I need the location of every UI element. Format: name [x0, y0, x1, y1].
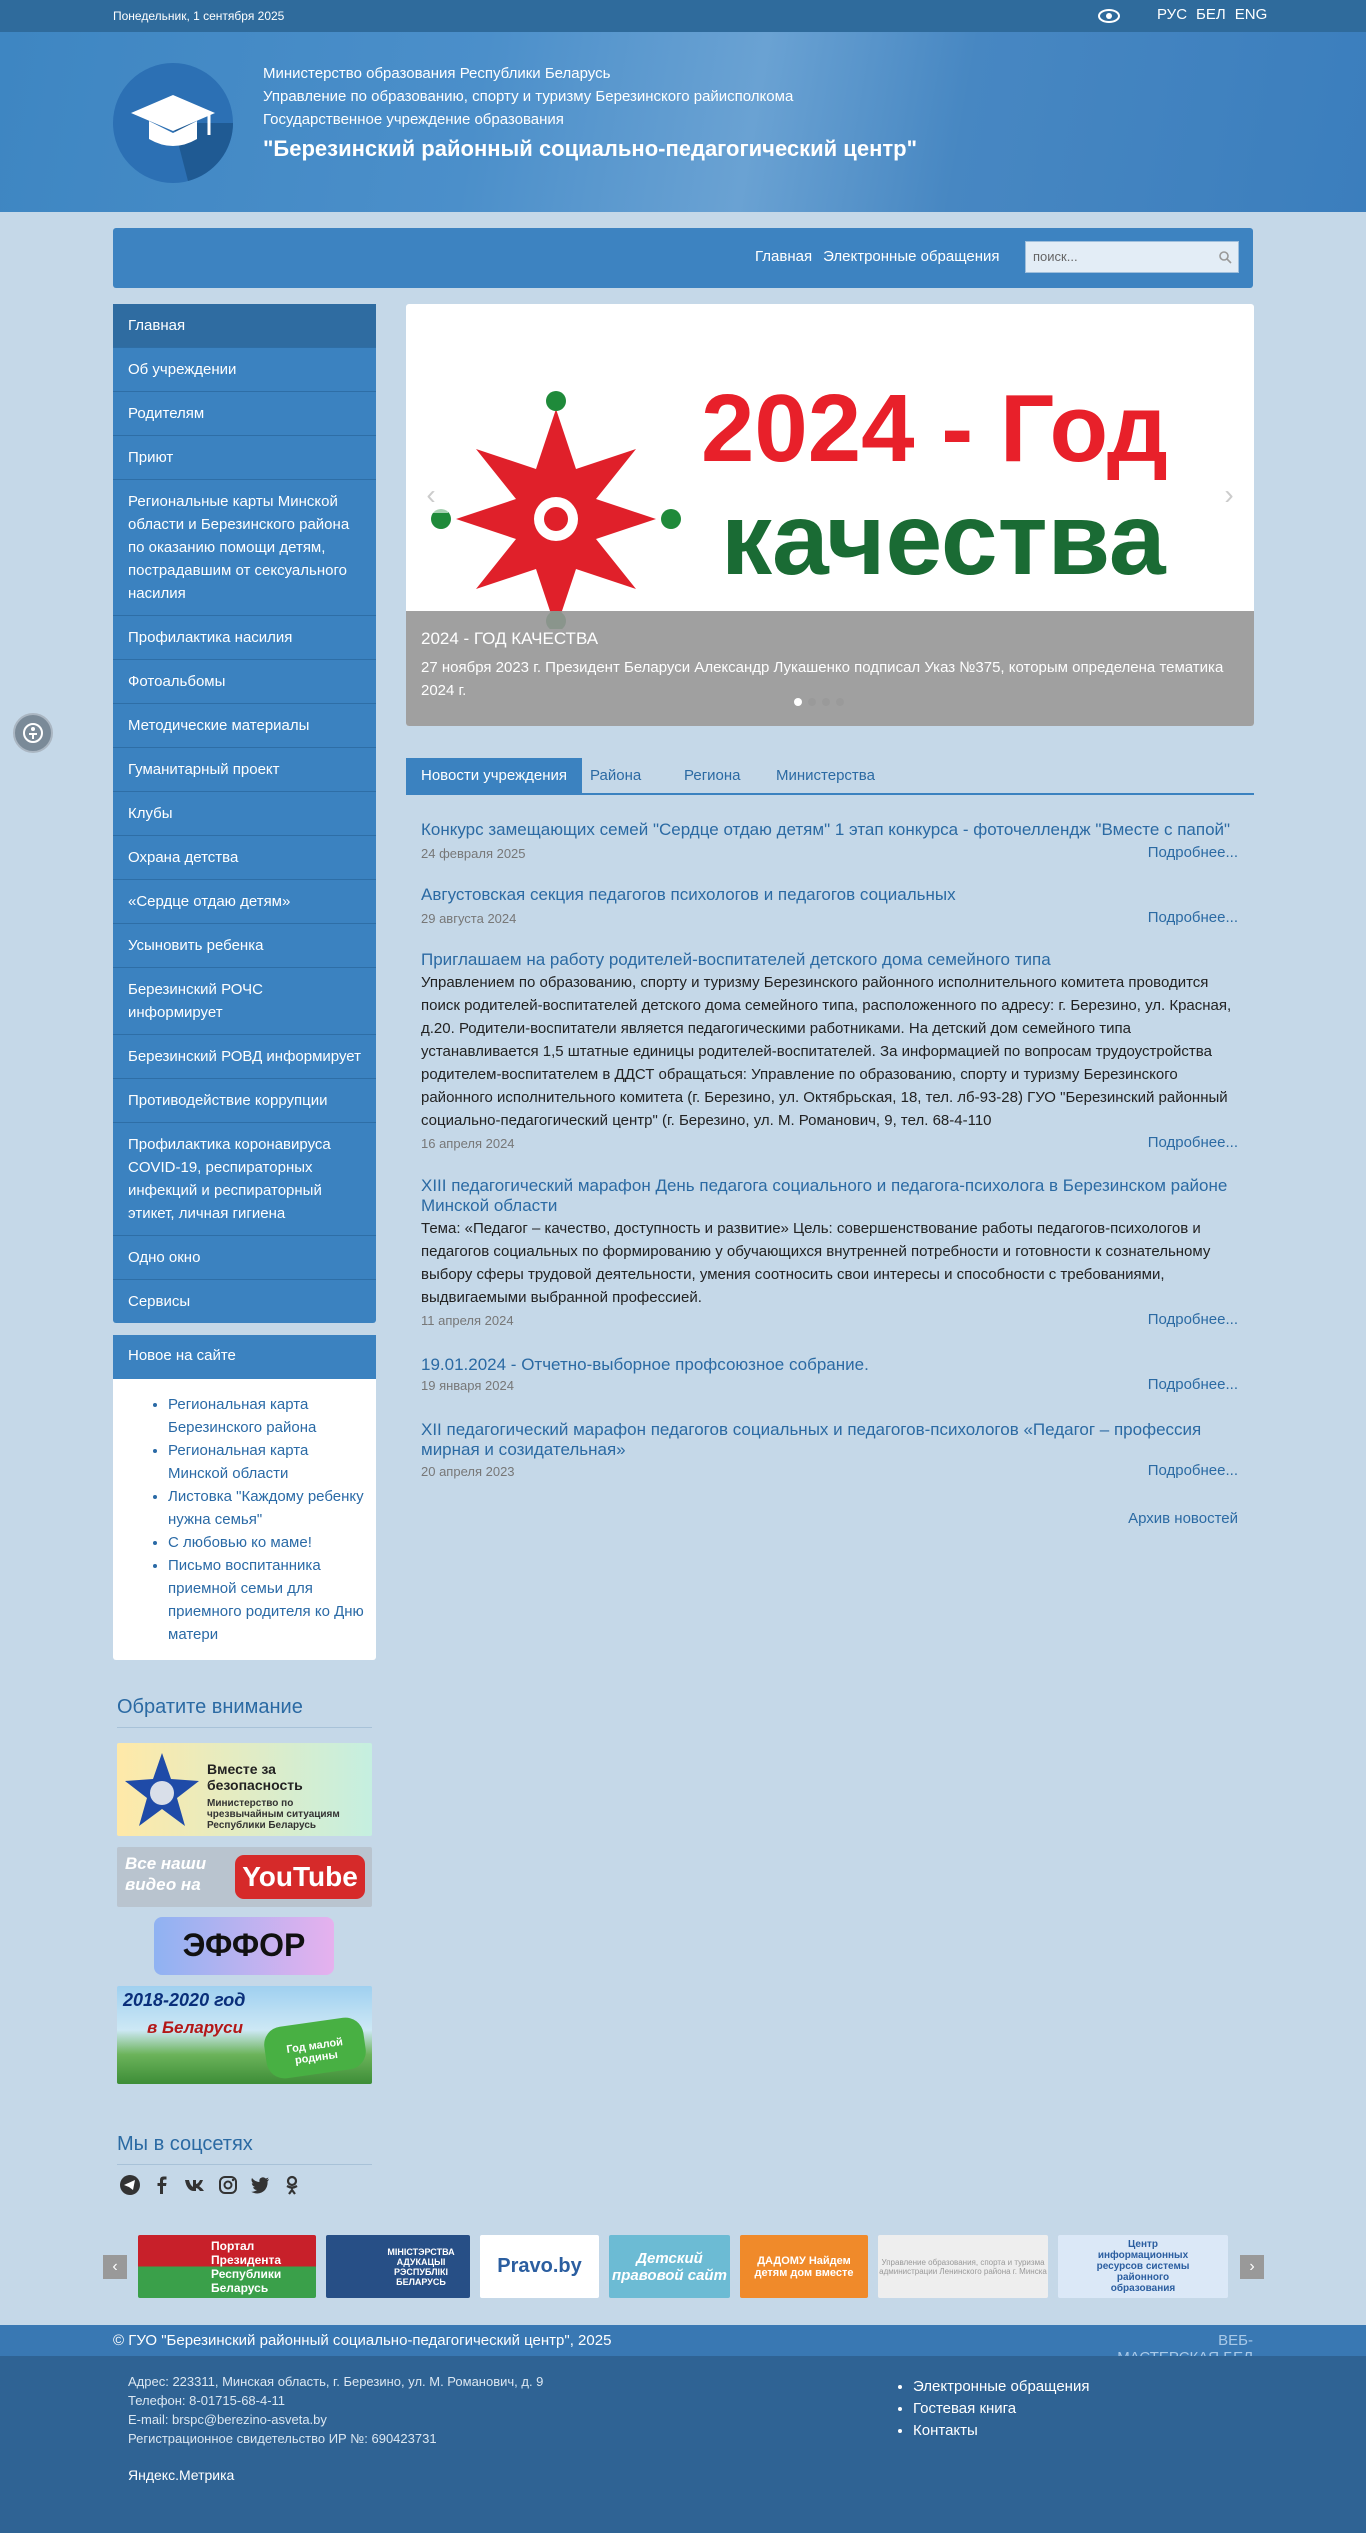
accessibility-icon [15, 715, 51, 751]
current-date: Понедельник, 1 сентября 2025 [113, 9, 285, 23]
slider-dot[interactable] [822, 698, 830, 706]
slide-text: 27 ноября 2023 г. Президент Беларуси Александр Лукашенко подписал Указ №375, которым определена тематика 2024 г. [421, 659, 1224, 699]
sidebar-item-rovd[interactable]: Березинский РОВД информирует [113, 1035, 376, 1079]
sidebar-item-regional-maps[interactable]: Региональные карты Минской области и Березинского района по оказанию помощи детям, пострадавшим от сексуального насилия [113, 480, 376, 616]
social-links [120, 2175, 302, 2195]
news-title[interactable]: XII педагогический марафон педагогов социальных и педагогов-психологов «Педагог – профессия мирная и созидательная» [421, 1420, 1202, 1459]
new-item-minsk-map[interactable]: • Региональная карта Минской области [168, 1439, 364, 1485]
mchs-star-icon [123, 1751, 201, 1829]
belarus-ornament-icon [426, 389, 686, 629]
partners-next-chevron-icon[interactable]: › [1240, 2255, 1264, 2279]
lang-bel[interactable]: БЕЛ [1196, 6, 1226, 23]
tab-district[interactable]: Района [590, 767, 642, 784]
sidebar-item-violence-prevention[interactable]: Профилактика насилия [113, 616, 376, 660]
news-body: Управлением по образованию, спорту и туризму Березинского районного исполнительного комитета проводится поиск родителей-воспитателей детского дома семейного типа, расположенного по адресу: г. Березино, ул. Красная, д.20. Родители-воспитатели является педагогическими работниками. На детский дом семейного типа устанавливается 1,5 штатные единицы родителей-воспитателей. За информацией по вопросам трудоустройства родителем-воспитателем в ДДСТ обращаться: Управление по образованию, спорту и туризму Березинского районного исполнительного комитета (г. Березино, ул. Октябрьская, 18, тел. лб-93-28) ГУО "Березинский районный социально-педагогический центр" (г. Березино, ул. М. Романович, 9, тел. 68-4-110 [421, 974, 1232, 1129]
new-item-letter[interactable]: • Письмо воспитанника приемной семьи для приемного родителя ко Дню матери [168, 1554, 364, 1646]
sidebar-item-humanitarian[interactable]: Гуманитарный проект [113, 748, 376, 792]
sidebar-item-home[interactable]: Главная [113, 304, 376, 348]
effor-banner[interactable]: ЭФФОР [154, 1917, 334, 1975]
youtube-banner[interactable]: Все наши видео на YouTube [117, 1847, 372, 1907]
nav-home-link[interactable]: Главная [755, 248, 813, 265]
social-divider [117, 2164, 372, 2165]
news-title[interactable]: Августовская секция педагогов психологов и педагогов социальных [421, 885, 956, 904]
lang-eng[interactable]: ENG [1234, 6, 1268, 23]
slide-title[interactable]: 2024 - ГОД КАЧЕСТВА [421, 629, 599, 648]
footer-links [895, 2376, 1089, 2442]
news-body: Тема: «Педагог – качество, доступность и развитие» Цель: совершенствование работы педагогов-психологов и педагогов социальных по формированию у обучающихся внутренней потребности и готовности к сознательному выбору сферы трудовой деятельности, умения соотносить свои интересы и способности с требованиями, выдвигаемыми выбранной профессией. [421, 1220, 1211, 1306]
youtube-logo-icon: YouTube [235, 1855, 365, 1899]
yandex-metrika-image[interactable]: Яндекс.Метрика [128, 2467, 235, 2483]
news-date: 11 апреля 2024 [421, 1313, 514, 1328]
news-date: 29 августа 2024 [421, 911, 517, 926]
slider-dot[interactable] [794, 698, 802, 706]
news-slider[interactable] [406, 304, 1254, 726]
footer-link-guestbook[interactable]: • Гостевая книга [913, 2398, 1089, 2420]
ministry-line: Министерство образования Республики Беларусь [263, 65, 611, 82]
sidebar-item-adopt[interactable]: Усыновить ребенка [113, 924, 376, 968]
slider-dot[interactable] [836, 698, 844, 706]
new-item-berezino-map[interactable]: • Региональная карта Березинского района [168, 1393, 364, 1439]
footer-registration: Регистрационное свидетельство ИР №: 690423731 [128, 2431, 437, 2446]
slider-dots [794, 698, 844, 706]
footer-address: Адрес: 223311, Минская область, г. Березино, ул. М. Романович, д. 9 [128, 2374, 544, 2389]
twitter-icon[interactable] [250, 2175, 270, 2195]
sidebar-item-one-window[interactable]: Одно окно [113, 1236, 376, 1280]
new-item-leaflet[interactable]: • Листовка "Каждому ребенку нужна семья" [168, 1485, 364, 1531]
institution-type-line: Государственное учреждение образования [263, 111, 564, 128]
telegram-icon[interactable] [120, 2175, 140, 2195]
slide-caption [406, 611, 1254, 726]
search-input[interactable] [1025, 241, 1239, 273]
eye-icon[interactable] [1098, 7, 1120, 25]
language-switcher [1157, 6, 1267, 23]
partner-leninsky-education[interactable]: Управление образования, спорта и туризма администрации Ленинского района г. Минска [878, 2235, 1048, 2298]
slider-dot[interactable] [808, 698, 816, 706]
footer-phone: Телефон: 8-01715-68-4-11 [128, 2393, 286, 2408]
news-title[interactable]: Приглашаем на работу родителей-воспитателей детского дома семейного типа [421, 950, 1051, 969]
graduation-cap-logo-icon[interactable] [113, 63, 233, 183]
partner-dadomu[interactable]: ДАДОМУ Найдем детям дом вместе [740, 2235, 868, 2298]
accessibility-button[interactable] [13, 713, 53, 753]
tab-region[interactable]: Региона [684, 767, 741, 784]
sidebar-item-child-protection[interactable]: Охрана детства [113, 836, 376, 880]
partners-prev-chevron-icon[interactable]: ‹ [103, 2255, 127, 2279]
main-nav [113, 228, 1253, 288]
search-placeholder: поиск... [1033, 249, 1078, 264]
sidebar-item-services[interactable]: Сервисы [128, 1293, 191, 1310]
attention-divider [117, 1727, 372, 1728]
facebook-icon[interactable] [152, 2175, 172, 2195]
sidebar-item-parents[interactable]: Родителям [113, 392, 376, 436]
slider-next-chevron-icon[interactable]: › [1212, 479, 1246, 513]
vk-icon[interactable] [184, 2175, 206, 2195]
slider-prev-chevron-icon[interactable]: ‹ [414, 479, 448, 513]
news-date: 19 января 2024 [421, 1378, 514, 1393]
new-on-site-box [113, 1335, 376, 1660]
news-title[interactable]: XIII педагогический марафон День педагога социального и педагога-психолога в Березинском районе Минской области [421, 1176, 1228, 1215]
partner-pravo[interactable]: Pravo.by [480, 2235, 599, 2298]
news-date: 24 февраля 2025 [421, 846, 526, 861]
partner-president-portal[interactable]: Портал Президента Республики Беларусь [138, 2235, 316, 2298]
new-on-site-title: Новое на сайте [113, 1335, 376, 1379]
news-more-link[interactable]: Подробнее... [1147, 1462, 1238, 1479]
copyright-text: © ГУО "Березинский районный социально-педагогический центр", 2025 [113, 2332, 612, 2349]
news-more-link[interactable]: Подробнее... [1147, 909, 1238, 926]
new-item-mother[interactable]: • С любовью ко маме! [168, 1531, 364, 1554]
sidebar-item-rochs[interactable]: Березинский РОЧС информирует [113, 968, 376, 1035]
sidebar-item-about[interactable]: Об учреждении [113, 348, 376, 392]
slide-image-year: 2024 - Год [701, 375, 1168, 482]
lang-rus[interactable]: РУС [1157, 6, 1188, 23]
tab-institution-news[interactable]: Новости учреждения [406, 758, 582, 793]
site-title[interactable]: "Березинский районный социально-педагогический центр" [263, 136, 917, 161]
footer-link-appeals[interactable]: • Электронные обращения [913, 2376, 1089, 2398]
footer-email[interactable]: E-mail: brspc@berezino-asveta.by [128, 2412, 327, 2427]
news-more-link[interactable]: Подробнее... [1147, 1376, 1238, 1393]
sidebar-item-photo-albums[interactable]: Фотоальбомы [113, 660, 376, 704]
odnoklassniki-icon[interactable] [282, 2175, 302, 2195]
sidebar-item-anticorruption[interactable]: Противодействие коррупции [113, 1079, 376, 1123]
webmaster-link[interactable]: ВЕБ- [1218, 2332, 1253, 2349]
sidebar-item-clubs[interactable]: Клубы [113, 792, 376, 836]
news-more-link[interactable]: Подробнее... [1147, 1311, 1238, 1328]
search-icon[interactable] [1218, 250, 1232, 264]
sidebar-item-covid[interactable]: Профилактика коронавируса COVID-19, респираторных инфекций и респираторный этикет, личная гигиена [113, 1123, 376, 1236]
news-date: 16 апреля 2024 [421, 1136, 515, 1151]
social-title: Мы в соцсетях [117, 2133, 253, 2155]
news-archive-link[interactable]: Архив новостей [1128, 1510, 1238, 1527]
news-tabs [406, 758, 1254, 795]
mchs-banner[interactable]: Вместе за безопасность Министерство по чрезвычайным ситуациям Республики Беларусь [117, 1743, 372, 1836]
partner-kids-law-site[interactable]: Детский правовой сайт [609, 2235, 730, 2298]
news-more-link[interactable]: Подробнее... [1147, 844, 1238, 861]
slide-image-quality: качества [721, 482, 1166, 596]
news-more-link[interactable]: Подробнее... [1147, 1134, 1238, 1151]
copyright-bar [0, 2325, 1366, 2356]
partner-info-resources-center[interactable]: Центр информационных ресурсов системы районного образования [1058, 2235, 1228, 2298]
sidebar-item-heart[interactable]: «Сердце отдаю детям» [113, 880, 376, 924]
top-bar [0, 0, 1366, 32]
sidebar-item-shelter[interactable]: Приют [113, 436, 376, 480]
sidebar-menu [113, 304, 376, 1323]
site-header [0, 32, 1366, 212]
small-homeland-banner[interactable]: 2018-2020 год в Беларуси Год малой родины [117, 1986, 372, 2084]
news-title[interactable]: 19.01.2024 - Отчетно-выборное профсоюзное собрание. [421, 1355, 869, 1374]
tab-ministry[interactable]: Министерства [776, 767, 875, 784]
news-date: 20 апреля 2023 [421, 1464, 515, 1479]
instagram-icon[interactable] [218, 2175, 238, 2195]
partner-ministry-education[interactable]: МІНІСТЭРСТВА АДУКАЦЫІ РЭСПУБЛІКІ БЕЛАРУСЬ [326, 2235, 470, 2298]
footer-link-contacts[interactable]: • Контакты [913, 2420, 1089, 2442]
attention-title: Обратите внимание [117, 1696, 303, 1718]
nav-appeals-link[interactable]: Электронные обращения [823, 248, 1000, 265]
department-line: Управление по образованию, спорту и туризму Березинского райисполкома [263, 88, 794, 105]
news-title[interactable]: Конкурс замещающих семей "Сердце отдаю детям" 1 этап конкурса - фоточеллендж "Вместе с папой" [421, 820, 1231, 839]
sidebar-item-methodical[interactable]: Методические материалы [113, 704, 376, 748]
